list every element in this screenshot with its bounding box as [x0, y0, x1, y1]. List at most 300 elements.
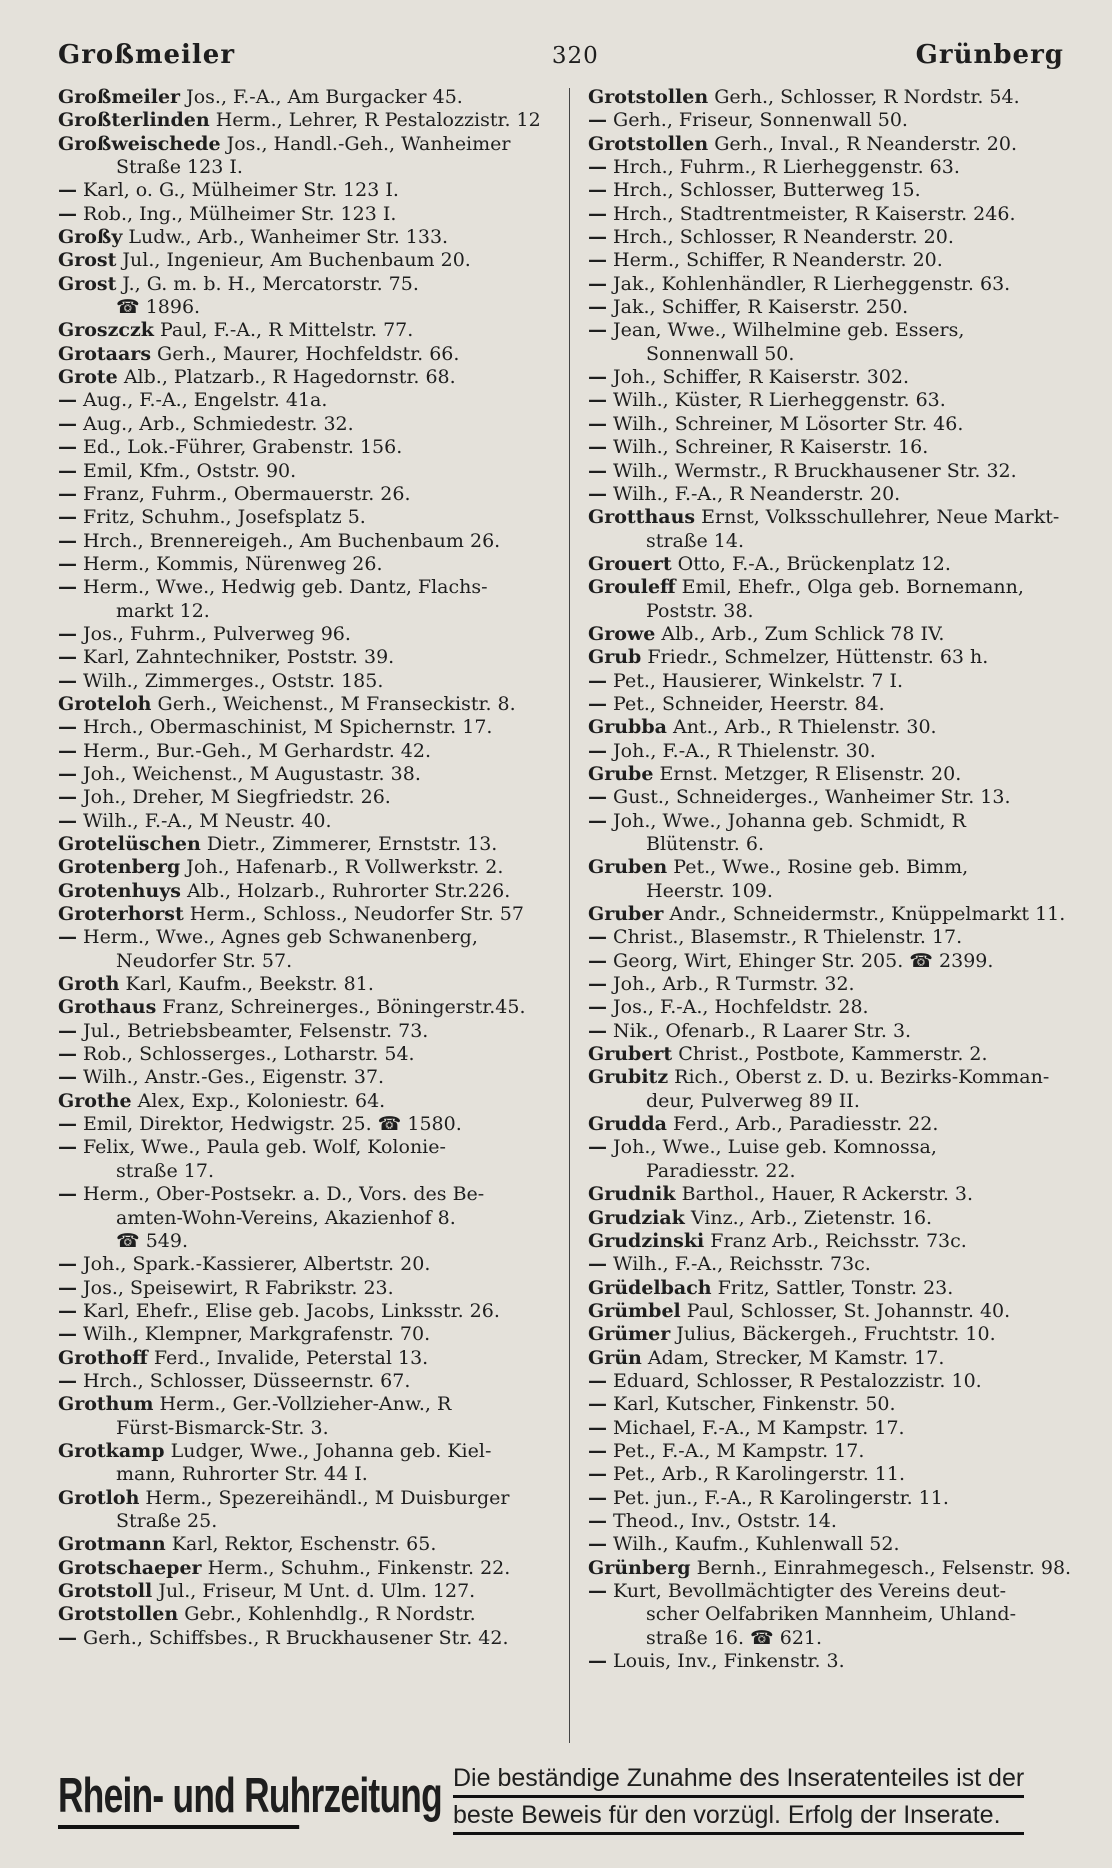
entry-surname: — — [588, 949, 607, 972]
entry-details: Wilh., Kaufm., Kuhlenwall 52. — [607, 1533, 900, 1556]
entry-surname: — — [588, 202, 607, 225]
directory-entry — [588, 1510, 1088, 1533]
directory-entry — [588, 1253, 1088, 1276]
entry-surname: — — [588, 996, 607, 1019]
entry-details: Pet. jun., F.-A., R Karolingerstr. 11. — [607, 1486, 949, 1509]
entry-surname: — — [588, 296, 607, 319]
directory-entry — [58, 530, 552, 553]
entry-surname: Grost — [58, 272, 117, 295]
entry-surname: — — [588, 1650, 607, 1673]
directory-entry — [588, 1230, 1088, 1253]
entry-surname: — — [588, 226, 607, 249]
entry-details: Rob., Ing., Mülheimer Str. 123 I. — [77, 202, 397, 225]
entry-surname: Grünberg — [588, 1556, 691, 1579]
directory-entry — [588, 460, 1088, 483]
entry-details: Gerh., Maurer, Hochfeldstr. 66. — [151, 342, 460, 365]
entry-surname: Grouert — [588, 552, 672, 575]
directory-entry — [58, 1090, 552, 1113]
entry-surname: Großterlinden — [58, 109, 210, 132]
entry-continuation: deur, Pulverweg 89 II. — [646, 1089, 860, 1112]
entry-surname: Grotstoll — [58, 1580, 153, 1602]
entry-surname: — — [588, 482, 607, 505]
right-column — [588, 86, 1088, 1741]
entry-surname: — — [58, 1276, 77, 1299]
directory-entry — [588, 1440, 1088, 1463]
entry-surname: — — [58, 762, 77, 785]
directory-entry — [588, 623, 1088, 646]
entry-details: Herm., Schuhm., Finkenstr. 22. — [201, 1556, 511, 1579]
entry-details: Alb., Platzarb., R Hagedornstr. 68. — [117, 366, 456, 389]
entry-surname: — — [588, 1369, 607, 1392]
entry-surname: — — [58, 716, 77, 739]
entry-surname: — — [58, 436, 77, 459]
entry-surname: — — [58, 506, 77, 529]
entry-surname: Grümbel — [588, 1299, 681, 1322]
entry-details: Ant., Arb., R Thielenstr. 30. — [666, 716, 937, 739]
directory-entry — [588, 249, 1088, 272]
directory-entry — [588, 1393, 1088, 1416]
directory-entry — [58, 1393, 552, 1416]
entry-details: Joh., Wwe., Johanna geb. Schmidt, R — [607, 809, 966, 832]
entry-details: Karl, Zahntechniker, Poststr. 39. — [77, 646, 395, 669]
entry-details: Gerh., Schiffsbes., R Bruckhausener Str. 42. — [77, 1626, 509, 1649]
directory-entry — [588, 296, 1088, 319]
entry-details: Gerh., Schlosser, R Nordstr. 54. — [708, 86, 1020, 108]
entry-surname: Grüdelbach — [588, 1276, 712, 1299]
directory-entry — [588, 413, 1088, 436]
entry-surname: — — [588, 436, 607, 459]
entry-surname: — — [58, 1626, 77, 1649]
entry-surname: Grotschaeper — [58, 1556, 202, 1579]
entry-details: Gerh., Inval., R Neanderstr. 20. — [708, 132, 1018, 155]
directory-entry — [588, 319, 1088, 342]
entry-details: Wilh., Schreiner, M Lösorter Str. 46. — [607, 412, 964, 435]
entry-details: Felix, Wwe., Paula geb. Wolf, Kolonie- — [77, 1136, 446, 1159]
entry-surname: Großweischede — [58, 132, 221, 155]
entry-details: Fritz, Schuhm., Josefsplatz 5. — [77, 506, 366, 529]
entry-details: Pet., Schneider, Heerstr. 84. — [607, 692, 885, 715]
entry-details: Hrch., Schlosser, Düsseernstr. 67. — [77, 1369, 411, 1392]
directory-entry — [58, 483, 552, 506]
entry-surname: — — [588, 1439, 607, 1462]
entry-details: Christ., Postbote, Kammerstr. 2. — [672, 1043, 988, 1066]
entry-details: Franz, Fuhrm., Obermauerstr. 26. — [77, 482, 411, 505]
entry-details: Bernh., Einrahmegesch., Felsenstr. 98. — [690, 1556, 1072, 1579]
entry-surname: — — [58, 552, 77, 575]
directory-entry — [58, 973, 552, 996]
entry-surname: — — [588, 366, 607, 389]
entry-details: Alex, Exp., Koloniestr. 64. — [131, 1089, 386, 1112]
entry-details: Christ., Blasemstr., R Thielenstr. 17. — [607, 926, 963, 949]
entry-details: Jak., Schiffer, R Kaiserstr. 250. — [607, 296, 909, 319]
entry-continuation: straße 14. — [646, 529, 744, 552]
entry-surname: — — [588, 109, 607, 132]
entry-details: Aug., Arb., Schmiedestr. 32. — [77, 412, 354, 435]
directory-entry — [588, 1417, 1088, 1440]
entry-details: Joh., Weichenst., M Augustastr. 38. — [77, 762, 421, 785]
entry-surname: — — [588, 786, 607, 809]
directory-entry — [58, 1533, 552, 1556]
entry-surname: Grote — [58, 366, 118, 389]
directory-entry — [588, 996, 1088, 1019]
entry-details: Julius, Bäckergeh., Fruchtstr. 10. — [670, 1323, 996, 1346]
entry-surname: — — [58, 202, 77, 225]
entry-details: Theod., Inv., Oststr. 14. — [607, 1509, 837, 1532]
entry-surname: Grotmann — [58, 1533, 166, 1556]
entry-surname: Großy — [58, 226, 123, 249]
entry-details: Wilh., Anstr.-Ges., Eigenstr. 37. — [77, 1066, 385, 1089]
directory-entry — [58, 623, 552, 646]
directory-entry — [58, 86, 552, 109]
directory-entry — [58, 670, 552, 693]
entry-surname: — — [588, 669, 607, 692]
entry-details: Emil, Ehefr., Olga geb. Bornemann, — [675, 576, 1024, 599]
entry-details: Jul., Friseur, M Unt. d. Ulm. 127. — [152, 1580, 476, 1602]
directory-entry — [588, 716, 1088, 739]
directory-entry — [588, 553, 1088, 576]
entry-details: Karl, o. G., Mülheimer Str. 123 I. — [77, 179, 399, 202]
entry-details: Ernst. Metzger, R Elisenstr. 20. — [653, 762, 962, 785]
directory-entry — [58, 1580, 552, 1603]
entry-surname: — — [58, 1066, 77, 1089]
header-right-title: Grünberg — [915, 40, 1064, 70]
entry-details: Louis, Inv., Finkenstr. 3. — [607, 1650, 845, 1673]
entry-surname: — — [58, 739, 77, 762]
entry-details: Kurt, Bevollmächtigter des Vereins deut- — [607, 1580, 1007, 1602]
entry-details: Hrch., Brennereigeh., Am Buchenbaum 26. — [77, 529, 501, 552]
directory-entry — [588, 950, 1088, 973]
directory-entry — [588, 133, 1088, 156]
entry-surname: — — [588, 1019, 607, 1042]
entry-details: Gebr., Kohlenhdlg., R Nordstr. — [178, 1603, 476, 1626]
entry-details: Paul, Schlosser, St. Johannstr. 40. — [680, 1299, 1011, 1322]
entry-continuation: ☎ 549. — [116, 1229, 189, 1252]
entry-details: Hrch., Fuhrm., R Lierheggenstr. 63. — [607, 156, 960, 179]
entry-surname: — — [58, 482, 77, 505]
entry-details: Joh., Dreher, M Siegfriedstr. 26. — [77, 786, 391, 809]
entry-details: Joh., Hafenarb., R Vollwerkstr. 2. — [180, 856, 504, 879]
directory-entry — [588, 576, 1088, 599]
entry-details: Wilh., Zimmerges., Oststr. 185. — [77, 669, 384, 692]
directory-entry — [58, 343, 552, 366]
entry-surname: — — [58, 926, 77, 949]
entry-continuation: Blütenstr. 6. — [646, 833, 764, 855]
entry-details: Adam, Strecker, M Kamstr. 17. — [641, 1346, 945, 1369]
directory-entry — [588, 1533, 1088, 1556]
directory-entry — [588, 763, 1088, 786]
directory-entry — [58, 1487, 552, 1510]
directory-entry — [588, 1463, 1088, 1486]
entry-surname: Grub — [588, 646, 642, 669]
directory-entry — [58, 996, 552, 1019]
entry-surname: Groteloh — [58, 692, 152, 715]
entry-details: Jos., Fuhrm., Pulverweg 96. — [77, 622, 351, 645]
entry-details: Ernst, Volksschullehrer, Neue Markt- — [695, 506, 1060, 529]
entry-surname: — — [588, 319, 607, 342]
directory-entry — [58, 1370, 552, 1393]
entry-continuation: Straße 25. — [116, 1509, 218, 1532]
directory-entry — [58, 109, 552, 132]
entry-details: Jos., Handl.-Geh., Wanheimer — [220, 132, 511, 155]
directory-entry — [588, 903, 1088, 926]
directory-entry — [588, 109, 1088, 132]
entry-surname: — — [588, 1509, 607, 1532]
directory-entry — [588, 926, 1088, 949]
entry-details: Aug., F.-A., Engelstr. 41a. — [77, 389, 328, 412]
entry-surname: Grothoff — [58, 1346, 148, 1369]
entry-details: Joh., F.-A., R Thielenstr. 30. — [607, 739, 876, 762]
entry-surname: Grün — [588, 1346, 642, 1369]
directory-entry — [58, 1300, 552, 1323]
entry-surname: — — [58, 529, 77, 552]
entry-details: J., G. m. b. H., Mercatorstr. 75. — [116, 272, 419, 295]
entry-details: Herm., Ger.-Vollzieher-Anw., R — [153, 1393, 452, 1416]
entry-details: Gust., Schneiderges., Wanheimer Str. 13. — [607, 786, 1011, 809]
entry-continuation: straße 16. ☎ 621. — [646, 1626, 823, 1649]
entry-continuation: Straße 123 I. — [116, 156, 243, 179]
entry-surname: — — [588, 459, 607, 482]
entry-details: Gerh., Friseur, Sonnenwall 50. — [607, 109, 908, 132]
newspaper-advert — [58, 1752, 1098, 1844]
directory-entry — [588, 273, 1088, 296]
entry-details: Jos., F.-A., Am Burgacker 45. — [180, 86, 463, 108]
directory-entry — [588, 1183, 1088, 1206]
entry-surname: — — [58, 646, 77, 669]
directory-entry — [58, 1557, 552, 1580]
directory-entry — [588, 786, 1088, 809]
entry-details: Fritz, Sattler, Tonstr. 23. — [711, 1276, 954, 1299]
entry-surname: — — [58, 669, 77, 692]
entry-surname: — — [58, 1113, 77, 1136]
directory-entry — [58, 319, 552, 342]
left-column — [58, 86, 552, 1741]
entry-continuation: Neudorfer Str. 57. — [116, 949, 293, 972]
entry-surname: — — [58, 1369, 77, 1392]
entry-surname: Grube — [588, 762, 654, 785]
directory-entry — [58, 1277, 552, 1300]
advert-line-1: Die beständige Zunahme des Inseratenteiles ist der — [453, 1761, 1024, 1798]
entry-surname: Grotenhuys — [58, 879, 181, 902]
entry-surname: Großmeiler — [58, 86, 181, 108]
directory-entry — [588, 1020, 1088, 1043]
directory-entry — [588, 1207, 1088, 1230]
directory-entry — [588, 1066, 1088, 1089]
entry-details: Ed., Lok.-Führer, Grabenstr. 156. — [77, 436, 403, 459]
entry-continuation: markt 12. — [116, 599, 210, 622]
entry-surname: — — [58, 179, 77, 202]
entry-surname: Grudnik — [588, 1183, 676, 1206]
directory-entry — [588, 670, 1088, 693]
entry-surname: — — [588, 739, 607, 762]
entry-surname: Grotstollen — [58, 1603, 179, 1626]
entry-surname: Groterhorst — [58, 903, 184, 926]
entry-surname: Grotaars — [58, 342, 152, 365]
directory-entry — [588, 1580, 1088, 1603]
directory-entry — [58, 249, 552, 272]
directory-entry — [588, 1113, 1088, 1136]
entry-surname: — — [58, 809, 77, 832]
directory-entry — [58, 903, 552, 926]
entry-details: Karl, Kutscher, Finkenstr. 50. — [607, 1393, 896, 1416]
entry-surname: Grudda — [588, 1113, 667, 1136]
entry-continuation: scher Oelfabriken Mannheim, Uhland- — [646, 1603, 1016, 1626]
entry-details: Ludw., Arb., Wanheimer Str. 133. — [122, 226, 449, 249]
directory-entry — [588, 810, 1088, 833]
entry-details: Barthol., Hauer, R Ackerstr. 3. — [675, 1183, 974, 1206]
entry-continuation: Poststr. 38. — [646, 599, 754, 622]
entry-details: Otto, F.-A., Brückenplatz 12. — [671, 552, 951, 575]
directory-entry — [58, 1347, 552, 1370]
entry-surname: — — [58, 622, 77, 645]
entry-surname: — — [588, 926, 607, 949]
entry-surname: — — [58, 412, 77, 435]
directory-entry — [58, 1020, 552, 1043]
directory-entry — [58, 1066, 552, 1089]
entry-surname: — — [588, 692, 607, 715]
directory-entry — [588, 740, 1088, 763]
entry-details: Joh., Wwe., Luise geb. Komnossa, — [607, 1136, 937, 1159]
entry-details: Andr., Schneidermstr., Knüppelmarkt 11. — [663, 903, 1066, 926]
entry-continuation: straße 17. — [116, 1159, 214, 1182]
directory-entry — [588, 389, 1088, 412]
entry-details: Hrch., Stadtrentmeister, R Kaiserstr. 246. — [607, 202, 1016, 225]
entry-surname: Grothum — [58, 1393, 154, 1416]
entry-surname: — — [58, 389, 77, 412]
entry-continuation: Heerstr. 109. — [646, 879, 773, 902]
entry-surname: — — [58, 1019, 77, 1042]
entry-surname: Grümer — [588, 1323, 671, 1346]
header-left-title: Großmeiler — [58, 40, 236, 70]
entry-details: Ferd., Arb., Paradiesstr. 22. — [666, 1113, 939, 1136]
directory-entry — [588, 646, 1088, 669]
entry-details: Herm., Bur.-Geh., M Gerhardstr. 42. — [77, 739, 431, 762]
entry-details: Friedr., Schmelzer, Hüttenstr. 63 h. — [641, 646, 989, 669]
entry-surname: — — [588, 156, 607, 179]
entry-details: Pet., Hausierer, Winkelstr. 7 I. — [607, 669, 904, 692]
directory-entry — [58, 763, 552, 786]
advert-line-2: beste Beweis für den vorzügl. Erfolg der Inserate. — [453, 1798, 1024, 1835]
directory-entry — [58, 203, 552, 226]
entry-details: Herm., Wwe., Hedwig geb. Dantz, Flachs- — [77, 576, 488, 599]
directory-entry — [588, 226, 1088, 249]
entry-details: Paul, F.-A., R Mittelstr. 77. — [153, 319, 414, 342]
entry-surname: — — [588, 1486, 607, 1509]
entry-details: Joh., Spark.-Kassierer, Albertstr. 20. — [77, 1253, 431, 1276]
advert-text — [453, 1761, 1024, 1835]
entry-surname: — — [588, 1463, 607, 1486]
entry-details: Jul., Betriebsbeamter, Felsenstr. 73. — [77, 1019, 429, 1042]
directory-entry — [588, 1043, 1088, 1066]
directory-entry — [588, 1323, 1088, 1346]
entry-surname: — — [58, 1323, 77, 1346]
entry-surname: Gruber — [588, 903, 664, 926]
entry-details: Ferd., Invalide, Peterstal 13. — [147, 1346, 429, 1369]
entry-continuation: amten-Wohn-Vereins, Akazienhof 8. — [116, 1206, 456, 1229]
directory-entry — [58, 1440, 552, 1463]
entry-surname: — — [588, 1253, 607, 1276]
entry-details: Jul., Ingenieur, Am Buchenbaum 20. — [116, 249, 471, 272]
entry-surname: — — [588, 249, 607, 272]
directory-entry — [58, 693, 552, 716]
directory-entry — [58, 856, 552, 879]
entry-details: Jean, Wwe., Wilhelmine geb. Essers, — [607, 319, 965, 342]
entry-details: Hrch., Obermaschinist, M Spichernstr. 17. — [77, 716, 493, 739]
directory-entry — [588, 1487, 1088, 1510]
directory-entry — [58, 553, 552, 576]
directory-entry — [58, 179, 552, 202]
directory-entry — [58, 273, 552, 296]
entry-continuation: Fürst-Bismarck-Str. 3. — [116, 1416, 329, 1439]
directory-entry — [588, 1347, 1088, 1370]
directory-entry — [588, 1277, 1088, 1300]
entry-surname: — — [58, 1183, 77, 1206]
entry-details: Alb., Arb., Zum Schlick 78 IV. — [655, 622, 945, 645]
entry-details: Wilh., F.-A., M Neustr. 40. — [77, 809, 332, 832]
directory-entry — [588, 1136, 1088, 1159]
entry-details: Pet., Arb., R Karolingerstr. 11. — [607, 1463, 905, 1486]
directory-entry — [58, 506, 552, 529]
entry-details: Karl, Kaufm., Beekstr. 81. — [119, 973, 374, 996]
entry-details: Emil, Direktor, Hedwigstr. 25. ☎ 1580. — [77, 1113, 462, 1136]
entry-surname: — — [58, 1136, 77, 1159]
entry-details: Karl, Rektor, Eschenstr. 65. — [165, 1533, 437, 1556]
entry-details: Pet., F.-A., M Kampstr. 17. — [607, 1439, 865, 1462]
entry-surname: Grothe — [58, 1089, 132, 1112]
entry-details: Wilh., F.-A., Reichsstr. 73c. — [607, 1253, 871, 1276]
entry-details: Vinz., Arb., Zietenstr. 16. — [684, 1206, 933, 1229]
entry-surname: — — [588, 1580, 607, 1602]
entry-surname: — — [588, 809, 607, 832]
directory-entry — [588, 1650, 1088, 1673]
entry-details: Herm., Kommis, Nürenweg 26. — [77, 552, 383, 575]
entry-surname: — — [588, 1136, 607, 1159]
entry-details: Herm., Spezereihändl., M Duisburger — [139, 1486, 510, 1509]
entry-details: Rob., Schlosserges., Lotharstr. 54. — [77, 1043, 415, 1066]
directory-entry — [58, 833, 552, 856]
entry-surname: — — [58, 786, 77, 809]
entry-details: Wilh., Klempner, Markgrafenstr. 70. — [77, 1323, 431, 1346]
directory-entry — [58, 366, 552, 389]
entry-surname: Grotstollen — [588, 132, 709, 155]
directory-entry — [588, 1300, 1088, 1323]
entry-continuation: mann, Ruhrorter Str. 44 I. — [116, 1463, 368, 1486]
entry-surname: Groth — [58, 973, 120, 996]
entry-surname: Grotstollen — [588, 86, 709, 108]
entry-surname: Grouleff — [588, 576, 676, 599]
entry-details: Alb., Holzarb., Ruhrorter Str.226. — [180, 879, 511, 902]
entry-surname: Grost — [58, 249, 117, 272]
directory-entry — [588, 179, 1088, 202]
entry-surname: — — [588, 1416, 607, 1439]
entry-surname: — — [58, 1043, 77, 1066]
entry-surname: Grubitz — [588, 1066, 669, 1089]
directory-entry — [588, 156, 1088, 179]
entry-surname: Grotthaus — [588, 506, 696, 529]
directory-entry — [58, 133, 552, 156]
entry-details: Herm., Schloss., Neudorfer Str. 57 — [183, 903, 524, 926]
entry-details: Herm., Wwe., Agnes geb Schwanenberg, — [77, 926, 478, 949]
directory-entry — [58, 786, 552, 809]
entry-continuation: Sonnenwall 50. — [646, 342, 795, 365]
directory-entry — [58, 1627, 552, 1650]
directory-entry — [58, 810, 552, 833]
entry-details: Franz, Schreinerges., Böningerstr.45. — [156, 996, 526, 1019]
entry-details: Rich., Oberst z. D. u. Bezirks-Komman- — [668, 1066, 1050, 1089]
entry-details: Herm., Schiffer, R Neanderstr. 20. — [607, 249, 943, 272]
entry-continuation: Paradiesstr. 22. — [646, 1159, 796, 1182]
entry-surname: Grubba — [588, 716, 667, 739]
directory-entry — [588, 366, 1088, 389]
